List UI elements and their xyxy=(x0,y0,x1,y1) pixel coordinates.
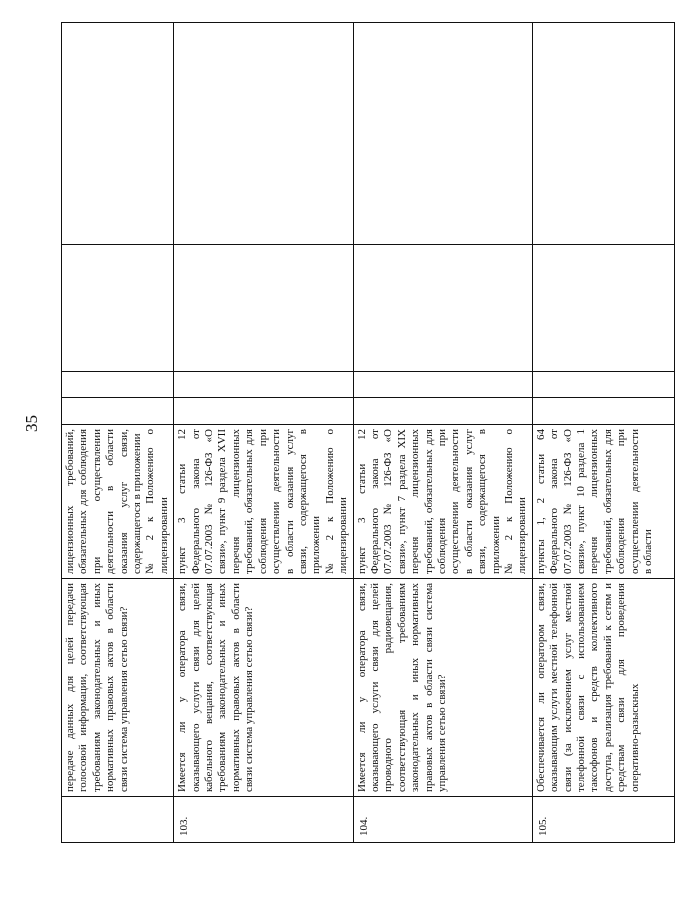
legal-basis-cell xyxy=(62,425,174,579)
table-row xyxy=(532,23,674,843)
page-number: 35 xyxy=(22,415,41,432)
legal-basis-text: лицензионных требований, обязательных для соблюдения при осуществлении деятельности в области оказания услуг связи, содержащегося в приложении xyxy=(64,429,144,574)
row-number: 104. xyxy=(353,797,532,843)
notes-cell xyxy=(62,23,174,245)
answer-na-cell xyxy=(174,245,353,372)
answer-na-cell xyxy=(532,245,674,372)
answer-no-cell xyxy=(532,372,674,398)
question-cell: передаче данных для целей передачи голосовой информации, соответствующая требованиям законодательных и иных нормативных правовых актов в области связи система управления сетью связи? xyxy=(62,579,174,797)
answer-no-cell xyxy=(174,372,353,398)
legal-basis-text: № 2 к Положению о лицензировании xyxy=(144,429,170,574)
answer-no-cell xyxy=(62,372,174,398)
legal-basis-cell xyxy=(174,425,353,579)
answer-yes-cell xyxy=(532,398,674,425)
notes-cell xyxy=(174,23,353,245)
notes-cell xyxy=(353,23,532,245)
requirements-table xyxy=(61,22,675,843)
row-number xyxy=(62,797,174,843)
table-row xyxy=(62,23,174,843)
table-row xyxy=(353,23,532,843)
question-cell: Имеется ли у оператора связи, оказывающего услуги связи для целей кабельного вещания, соответствующая требованиям законодательных и иных нормативных правовых актов в области связи система управления сетью связи? xyxy=(174,579,353,797)
answer-yes-cell xyxy=(174,398,353,425)
answer-na-cell xyxy=(353,245,532,372)
legal-basis-text: № 2 к Положению о лицензировании xyxy=(323,429,350,574)
legal-basis-text: пункты 1, 2 статьи 64 Федерального закона от 07.07.2003 № 126-ФЗ «О связи», пункт 10 раздела 1 перечня лицензионных требований, обязательных для соблюдения при осуществлении деятельности в области xyxy=(534,429,655,574)
answer-no-cell xyxy=(353,372,532,398)
legal-basis-text: пункт 3 статьи 12 Федерального закона от 07.07.2003 № 126-ФЗ «О связи», пункт 9 раздела XVII перечня лицензионных требований, обязательных для соблюдения при осуществлении деятельности в области оказания услуг связи, содержащегося в приложении xyxy=(176,429,323,574)
legal-basis-cell xyxy=(532,425,674,579)
legal-basis-text: № 2 к Положению о лицензировании xyxy=(503,429,529,574)
legal-basis-text: пункт 3 статьи 12 Федерального закона от 07.07.2003 № 126-ФЗ «О связи», пункт 7 раздела XIX перечня лицензионных требований, обязательных для соблюдения при осуществлении деятельности в области оказания услуг связи, содержащегося в приложении xyxy=(355,429,502,574)
question-cell: Имеется ли у оператора связи, оказывающего услуги связи для целей проводного радиовещания, соответствующая требованиям законодательных и иных нормативных правовых актов в области связи система управления сетью связи? xyxy=(353,579,532,797)
row-number: 103. xyxy=(174,797,353,843)
rotated-table-wrapper xyxy=(61,23,655,843)
question-cell: Обеспечивается ли оператором связи, оказывающим услуги местной телефонной связи (за исключением услуг местной телефонной связи с использованием таксофонов и средств коллективного доступа, реализация требований к сетям и средствам связи для проведения оперативно-разыскных xyxy=(532,579,674,797)
row-number: 105. xyxy=(532,797,674,843)
table-row xyxy=(174,23,353,843)
answer-na-cell xyxy=(62,245,174,372)
answer-yes-cell xyxy=(62,398,174,425)
legal-basis-cell xyxy=(353,425,532,579)
notes-cell xyxy=(532,23,674,245)
answer-yes-cell xyxy=(353,398,532,425)
